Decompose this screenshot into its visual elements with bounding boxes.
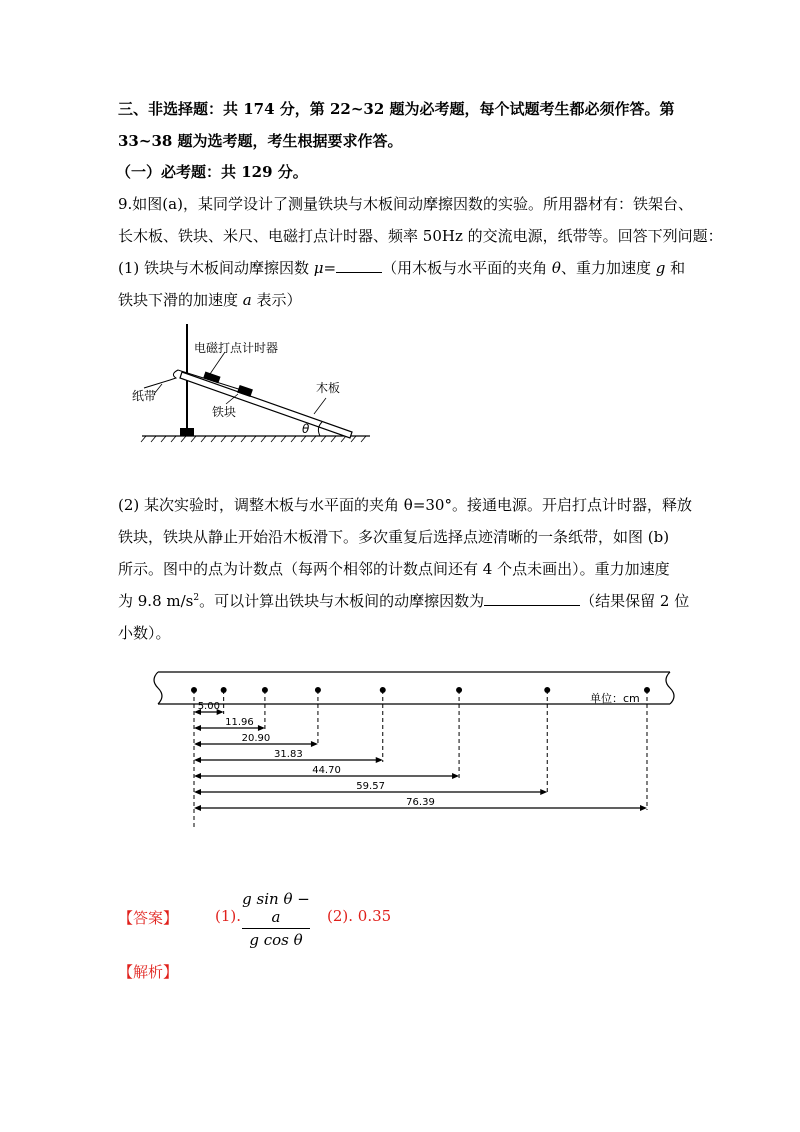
measure-arrow-right-7 bbox=[640, 805, 647, 811]
part1-line2 bbox=[118, 289, 302, 310]
measure-arrow-right-2 bbox=[258, 725, 265, 731]
unit-label: 单位：cm bbox=[590, 692, 640, 705]
part2-line1: (2) 某次实验时，调整木板与水平面的夹角 θ=30°。接通电源。开启打点计时器，释放 bbox=[118, 496, 692, 514]
theta-symbol: θ bbox=[551, 259, 561, 277]
answer-blank-2[interactable] bbox=[484, 591, 580, 606]
measure-arrow-right-5 bbox=[452, 773, 459, 779]
measure-label-2: 11.96 bbox=[225, 717, 254, 728]
stand-base bbox=[180, 428, 194, 436]
measure-label-1: 5.00 bbox=[197, 701, 220, 712]
section-heading-line2: 33~38 题为选考题，考生根据要求作答。 bbox=[118, 132, 403, 150]
a-symbol: a bbox=[242, 291, 252, 309]
required-heading: （一）必考题：共 129 分。 bbox=[116, 163, 308, 181]
answer-blank-1[interactable] bbox=[336, 258, 382, 273]
part1-text-f: 表示） bbox=[251, 291, 302, 309]
measure-arrow-left-4 bbox=[194, 757, 201, 763]
part2-text-4b: 。可以计算出铁块与木板间的动摩擦因数为 bbox=[199, 592, 485, 610]
equals-sign: = bbox=[323, 259, 337, 277]
part1-text-d: 和 bbox=[665, 259, 686, 277]
measure-label-4: 31.83 bbox=[274, 749, 303, 760]
part2-line4 bbox=[118, 590, 689, 611]
board-label: 木板 bbox=[316, 381, 341, 395]
ground-hatching bbox=[141, 436, 366, 442]
analysis-label: 【解析】 bbox=[118, 963, 179, 981]
tape-label: 纸带 bbox=[132, 389, 157, 403]
part2-line2: 铁块，铁块从静止开始沿木板滑下。多次重复后选择点迹清晰的一条纸带，如图 (b) bbox=[118, 528, 670, 546]
measure-label-7: 76.39 bbox=[406, 797, 435, 808]
part2-line5: 小数）。 bbox=[118, 624, 171, 642]
measure-label-5: 44.70 bbox=[312, 765, 341, 776]
g-symbol: g bbox=[655, 259, 666, 277]
tape-right-end bbox=[666, 672, 674, 704]
figure-a bbox=[130, 318, 390, 448]
board-leader bbox=[314, 398, 326, 414]
answer-part2: (2). 0.35 bbox=[327, 907, 392, 925]
measure-arrow-right-3 bbox=[311, 741, 318, 747]
timer-leader bbox=[210, 352, 225, 374]
superscript-2: 2 bbox=[193, 593, 200, 603]
part2-text-4a: 为 9.8 m/s bbox=[118, 592, 194, 610]
question-intro-line1: 9.如图(a)，某同学设计了测量铁块与木板间动摩擦因数的实验。所用器材有：铁架台、 bbox=[118, 195, 693, 213]
part1-text-b: （用木板与水平面的夹角 bbox=[382, 259, 552, 277]
measure-label-6: 59.57 bbox=[356, 781, 385, 792]
angle-label: θ bbox=[302, 422, 310, 436]
part1-line1 bbox=[118, 257, 685, 278]
question-intro-line2: 长木板、铁块、米尺、电磁打点计时器、频率 50Hz 的交流电源，纸带等。回答下列问题： bbox=[118, 227, 723, 245]
part2-line3: 所示。图中的点为计数点（每两个相邻的计数点间还有 4 个点未画出）。重力加速度 bbox=[118, 560, 670, 578]
answer-label: 【答案】 bbox=[118, 909, 179, 927]
answer-fraction bbox=[242, 890, 310, 949]
measure-arrow-left-6 bbox=[194, 789, 201, 795]
part1-text-e: 铁块下滑的加速度 bbox=[118, 291, 243, 309]
measure-arrow-left-2 bbox=[194, 725, 201, 731]
part2-text-4c: （结果保留 2 位 bbox=[580, 592, 690, 610]
section-heading-line1: 三、非选择题：共 174 分，第 22~32 题为必考题，每个试题考生都必须作答。第 bbox=[118, 100, 675, 118]
mu-symbol: μ bbox=[313, 259, 324, 277]
block-label: 铁块 bbox=[212, 405, 237, 419]
fraction-numerator: g sin θ − a bbox=[242, 890, 310, 929]
measure-arrow-right-6 bbox=[540, 789, 547, 795]
measure-arrow-left-7 bbox=[194, 805, 201, 811]
tape-left-end bbox=[154, 672, 162, 704]
measure-arrow-left-3 bbox=[194, 741, 201, 747]
fraction-denominator: g cos θ bbox=[249, 931, 303, 949]
part1-text-c: 、重力加速度 bbox=[560, 259, 656, 277]
part1-text-a: (1) 铁块与木板间动摩擦因数 bbox=[118, 259, 314, 277]
measure-label-3: 20.90 bbox=[241, 733, 271, 744]
answer-part1-label: (1). bbox=[215, 907, 242, 925]
measure-arrow-right-4 bbox=[376, 757, 383, 763]
timer-label: 电磁打点计时器 bbox=[194, 341, 279, 355]
figure-b bbox=[150, 668, 690, 838]
measure-arrow-left-5 bbox=[194, 773, 201, 779]
